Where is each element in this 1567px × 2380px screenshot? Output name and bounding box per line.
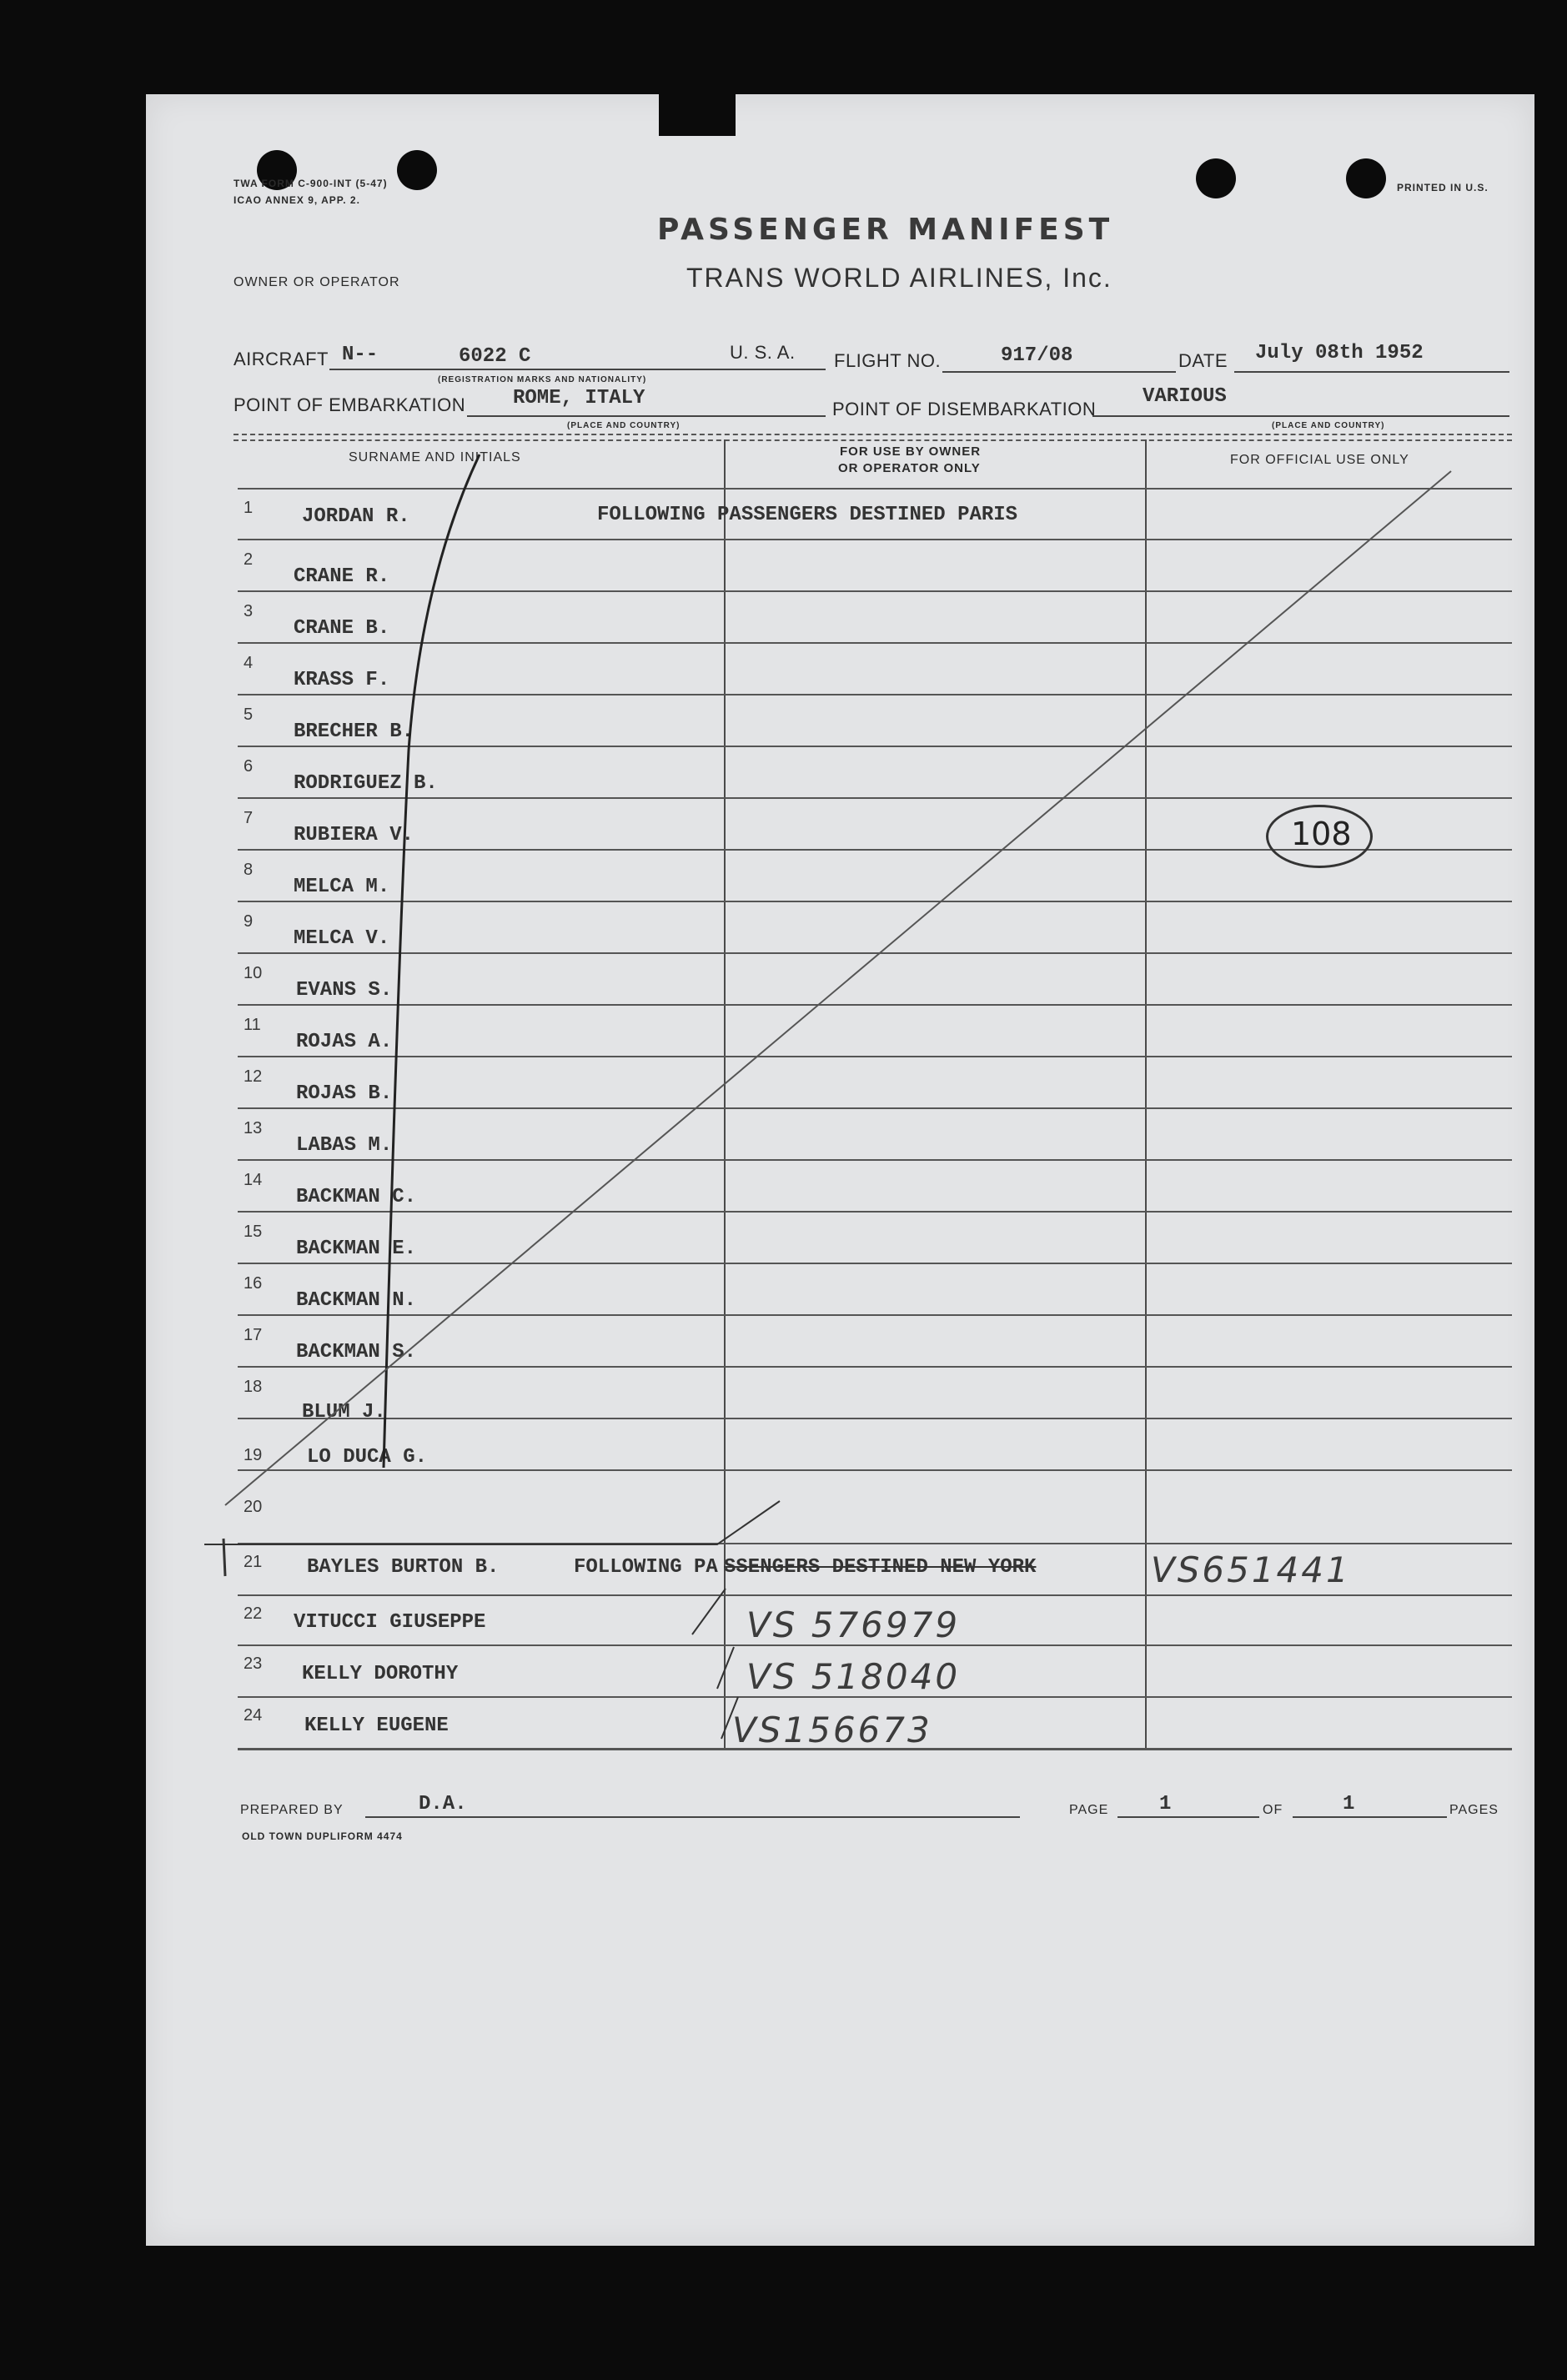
row-number: 2 <box>244 550 254 569</box>
pen-curve-mark <box>384 454 480 1468</box>
handwritten-visa-row22: VS 576979 <box>746 1604 961 1645</box>
embarkation-label: POINT OF EMBARKATION <box>234 394 466 415</box>
page-title: PASSENGER MANIFEST <box>657 213 1114 247</box>
passenger-name: BRECHER B. <box>294 721 414 743</box>
handwritten-visa-row24: VS156673 <box>732 1710 932 1750</box>
page-label: PAGE <box>1069 1803 1109 1817</box>
passenger-name: LO DUCA G. <box>307 1446 428 1469</box>
column-header-owner-1: FOR USE BY OWNER <box>840 444 982 459</box>
passenger-name: BLUM J. <box>302 1401 386 1423</box>
passenger-name: VITUCCI GIUSEPPE <box>294 1611 486 1634</box>
aircraft-prefix: N-- <box>342 344 379 366</box>
row-number: 24 <box>244 1706 263 1725</box>
printed-in-note: PRINTED IN U.S. <box>1397 182 1489 193</box>
passenger-name: RUBIERA V. <box>294 824 414 846</box>
row-number: 10 <box>244 964 263 982</box>
row-number: 15 <box>244 1223 263 1241</box>
passenger-name: JORDAN R. <box>302 505 410 528</box>
page-number: 1 <box>1159 1793 1172 1815</box>
flight-number: 917/08 <box>1001 344 1073 367</box>
row-number: 7 <box>244 809 254 827</box>
owner-label: OWNER OR OPERATOR <box>234 275 400 289</box>
passenger-name: CRANE R. <box>294 565 390 588</box>
stamp-number: 108 <box>1291 816 1352 852</box>
pen-check-mark <box>717 1647 734 1689</box>
column-header-owner-2: OR OPERATOR ONLY <box>838 461 981 475</box>
passenger-name: CRANE B. <box>294 617 390 640</box>
form-id-line1: TWA FORM C-900-INT (5-47) <box>234 178 388 189</box>
row-number: 6 <box>244 757 254 776</box>
aircraft-label: AIRCRAFT <box>234 349 329 369</box>
row-number: 11 <box>244 1016 261 1034</box>
embarkation-value: ROME, ITALY <box>513 387 645 409</box>
registration-note: (REGISTRATION MARKS AND NATIONALITY) <box>438 375 647 384</box>
column-header-surname: SURNAME AND INITIALS <box>349 450 521 464</box>
passenger-name: RODRIGUEZ B. <box>294 772 438 795</box>
passenger-name: BACKMAN E. <box>296 1238 417 1260</box>
prepared-by-value: D.A. <box>419 1793 467 1815</box>
row-number: 13 <box>244 1119 263 1137</box>
row-number: 23 <box>244 1654 263 1673</box>
row-number: 8 <box>244 861 254 879</box>
airline-name: TRANS WORLD AIRLINES, Inc. <box>686 263 1112 293</box>
disembarkation-value: VARIOUS <box>1143 385 1227 408</box>
group-note-new-york-unstruck: FOLLOWING PA <box>574 1556 718 1579</box>
pen-tick-mark <box>223 1539 225 1576</box>
row-number: 19 <box>244 1446 263 1464</box>
passenger-name: MELCA M. <box>294 876 390 898</box>
row-number: 16 <box>244 1274 263 1293</box>
prepared-by-underline <box>365 1816 1020 1818</box>
passenger-name: BAYLES BURTON B. <box>307 1556 500 1579</box>
disembarkation-note: (PLACE AND COUNTRY) <box>1272 421 1385 430</box>
page-underline <box>1117 1816 1259 1818</box>
prepared-by-label: PREPARED BY <box>240 1803 344 1817</box>
printer-note: OLD TOWN DUPLIFORM 4474 <box>242 1830 403 1842</box>
page-total-underline <box>1293 1816 1447 1818</box>
row-number: 4 <box>244 654 254 672</box>
passenger-name: EVANS S. <box>296 979 393 1002</box>
row-number: 1 <box>244 499 254 517</box>
row-number: 3 <box>244 602 254 620</box>
row-number: 5 <box>244 705 254 724</box>
column-header-official: FOR OFFICIAL USE ONLY <box>1230 453 1409 467</box>
flight-date: July 08th 1952 <box>1255 342 1424 364</box>
passenger-name: LABAS M. <box>296 1134 393 1157</box>
passenger-name: ROJAS B. <box>296 1082 393 1105</box>
passenger-name: KRASS F. <box>294 669 390 691</box>
group-note-paris: FOLLOWING PASSENGERS DESTINED PARIS <box>597 504 1018 526</box>
of-label: OF <box>1263 1803 1283 1817</box>
passenger-name: KELLY EUGENE <box>304 1715 449 1737</box>
passenger-name: KELLY DOROTHY <box>302 1663 459 1685</box>
date-label: DATE <box>1178 350 1228 371</box>
page-total: 1 <box>1343 1793 1355 1815</box>
pages-label: PAGES <box>1449 1803 1499 1817</box>
row-number: 22 <box>244 1604 263 1623</box>
pen-bracket-mark <box>204 1501 780 1544</box>
pen-diagonal-mark <box>225 471 1451 1505</box>
row-number: 12 <box>244 1067 263 1086</box>
row-number: 21 <box>244 1553 263 1571</box>
form-id-line2: ICAO ANNEX 9, APP. 2. <box>234 194 360 206</box>
aircraft-nationality: U. S. A. <box>730 342 796 363</box>
pen-check-mark <box>721 1697 738 1739</box>
row-number: 18 <box>244 1378 263 1396</box>
passenger-name: BACKMAN C. <box>296 1186 417 1208</box>
disembarkation-label: POINT OF DISEMBARKATION <box>832 399 1097 419</box>
passenger-name: ROJAS A. <box>296 1031 393 1053</box>
row-number: 14 <box>244 1171 263 1189</box>
group-note-new-york-struck: SSENGERS DESTINED NEW YORK <box>724 1556 1037 1579</box>
handwritten-visa-row23: VS 518040 <box>746 1656 961 1697</box>
embarkation-note: (PLACE AND COUNTRY) <box>567 421 681 430</box>
passenger-name: MELCA V. <box>294 927 390 950</box>
pen-check-mark <box>692 1589 726 1634</box>
row-number: 20 <box>244 1498 263 1516</box>
passenger-name: BACKMAN S. <box>296 1341 417 1363</box>
passenger-name: BACKMAN N. <box>296 1289 417 1312</box>
row-number: 9 <box>244 912 254 931</box>
handwritten-visa-row21: VS651441 <box>1151 1549 1351 1590</box>
aircraft-number: 6022 C <box>459 345 531 368</box>
flight-label: FLIGHT NO. <box>834 350 942 371</box>
row-number: 17 <box>244 1326 263 1344</box>
